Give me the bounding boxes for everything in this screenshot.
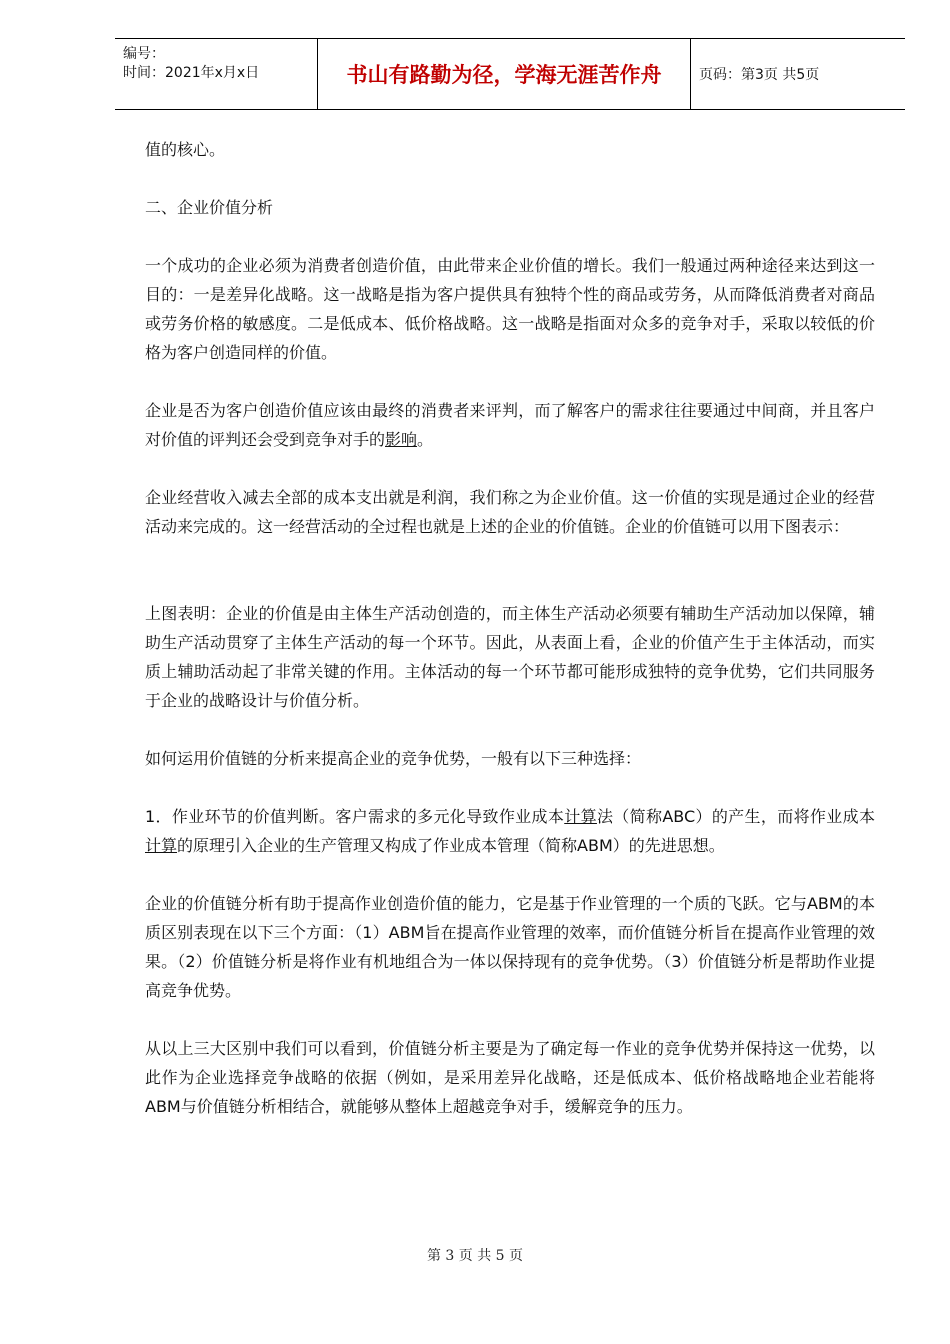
paragraph: 如何运用价值链的分析来提高企业的竞争优势，一般有以下三种选择： — [145, 749, 642, 768]
page-header — [115, 38, 905, 110]
section-heading: 二、企业价值分析 — [145, 198, 274, 217]
page-footer — [0, 1245, 950, 1265]
list-item — [145, 802, 875, 860]
paragraph-text: 。 — [417, 430, 434, 449]
page-label: 页码：第3页 共5页 — [699, 67, 820, 83]
paragraph-text: 企业是否为客户创造价值应该由最终的消费者来评判，而了解客户的需求往往要通过中间商，并且客户对价值的评判还会受到竞争对手的 — [145, 401, 875, 449]
footer-page-number: 第 3 页 共 5 页 — [426, 1248, 524, 1264]
paragraph: 从以上三大区别中我们可以看到，价值链分析主要是为了确定每一作业的竞争优势并保持这一优势，以此作为企业选择竞争战略的依据（例如，是采用差异化战略，还是低成本、低价格战略地企业若能将ABM与价值链分析相结合，就能够从整体上超越竞争对手，缓解竞争的压力。 — [145, 1039, 875, 1116]
header-motto-cell — [317, 39, 691, 109]
underlined-term: 影响 — [385, 430, 418, 449]
number-label: 编号： — [123, 46, 165, 62]
document-body — [145, 135, 875, 1121]
paragraph: 上图表明：企业的价值是由主体生产活动创造的，而主体生产活动必须要有辅助生产活动加以保障，辅助生产活动贯穿了主体生产活动的每一个环节。因此，从表面上看，企业的价值产生于主体活动，而实质上辅助活动起了非常关键的作用。主体活动的每一个环节都可能形成独特的竞争优势，它们共同服务于企业的战略设计与价值分析。 — [145, 604, 875, 710]
paragraph-continuation: 值的核心。 — [145, 140, 226, 159]
paragraph — [145, 396, 875, 454]
time-label: 时间：2021年x月x日 — [123, 65, 260, 81]
paragraph: 企业的价值链分析有助于提高作业创造价值的能力，它是基于作业管理的一个质的飞跃。它与ABM的本质区别表现在以下三个方面：（1）ABM旨在提高作业管理的效率，而价值链分析旨在提高作业管理的效果。（2）价值链分析是将作业有机地组合为一体以保持现有的竞争优势。（3）价值链分析是帮助作业提高竞争优势。 — [145, 894, 875, 1000]
paragraph: 一个成功的企业必须为消费者创造价值，由此带来企业价值的增长。我们一般通过两种途径来达到这一目的：一是差异化战略。这一战略是指为客户提供具有独特个性的商品或劳务，从而降低消费者对商品或劳务价格的敏感度。二是低成本、低价格战略。这一战略是指面对众多的竞争对手，采取以较低的价格为客户创造同样的价值。 — [145, 256, 875, 362]
paragraph: 企业经营收入减去全部的成本支出就是利润，我们称之为企业价值。这一价值的实现是通过企业的经营活动来完成的。这一经营活动的全过程也就是上述的企业的价值链。企业的价值链可以用下图表示： — [145, 488, 875, 536]
paragraph-text: 1．作业环节的价值判断。客户需求的多元化导致作业成本 — [145, 807, 565, 826]
paragraph-text: 法（简称ABC）的产生，而将作业成本 — [596, 807, 875, 826]
header-page-cell — [691, 39, 905, 109]
paragraph-text: 的原理引入企业的生产管理又构成了作业成本管理（简称ABM）的先进思想。 — [177, 836, 725, 855]
motto-text: 书山有路勤为径，学海无涯苦作舟 — [346, 63, 662, 87]
header-meta-cell — [115, 39, 317, 109]
underlined-term: 计算 — [564, 807, 597, 826]
underlined-term: 计算 — [145, 836, 178, 855]
